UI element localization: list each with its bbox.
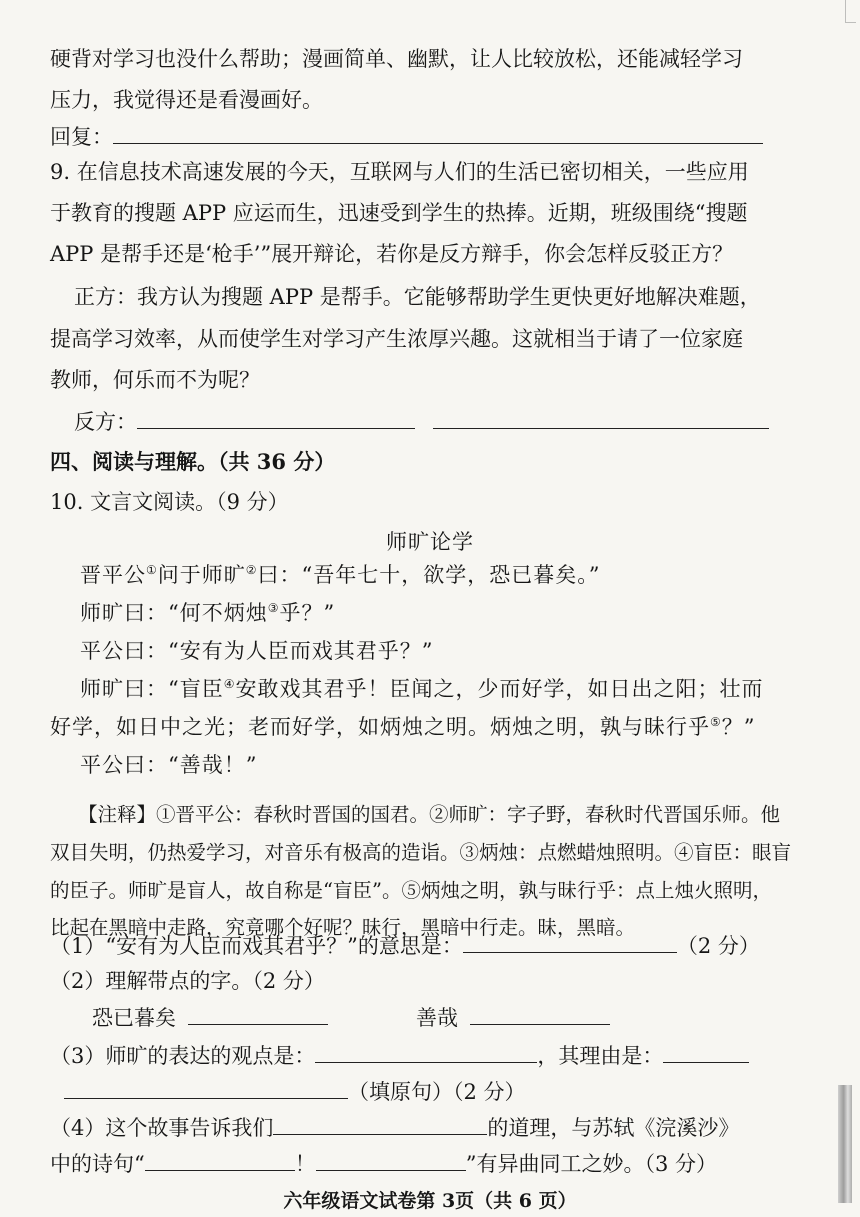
annotation-line: 的臣子。师旷是盲人，故自称是“盲臣”。⑤炳烛之明，孰与昧行乎：点上烛火照明， (50, 879, 772, 902)
subquestion-2: （2）理解带点的字。（2 分） (50, 969, 325, 993)
q9-pro-line: 教师，何乐而不为呢？ (50, 368, 260, 392)
footnote-ref: ② (245, 563, 258, 577)
con-blank-2[interactable] (433, 406, 769, 429)
passage-line: 平公曰：“安有为人臣而戏其君乎？” (80, 639, 434, 663)
passage-line: 平公曰：“善哉！” (80, 753, 258, 777)
answer-blank[interactable] (316, 1148, 466, 1171)
word-item: 恐已暮矣 (92, 1006, 176, 1030)
answer-blank[interactable] (663, 1040, 749, 1063)
section-heading: 四、阅读与理解。（共 36 分） (50, 449, 336, 474)
q9-pro-line: 提高学习效率，从而使学生对学习产生浓厚兴趣。这就相当于请了一位家庭 (50, 327, 743, 351)
con-label: 反方： (74, 410, 137, 434)
passage-line: 师旷曰：“盲臣④安敢戏其君乎！臣闻之，少而好学，如日出之阳；壮而 (80, 677, 764, 701)
footnote-ref: ⑤ (710, 715, 722, 729)
subquestion-3-cont: （填原句）（2 分） (64, 1076, 526, 1107)
q9-line: 于教育的搜题 APP 应运而生，迅速受到学生的热捧。近期，班级围绕“搜题 (50, 201, 748, 225)
passage-title: 师旷论学 (386, 530, 474, 554)
passage-line: 晋平公①问于师旷②曰：“吾年七十，欲学，恐已暮矣。” (80, 563, 601, 587)
footnote-ref: ① (146, 563, 158, 577)
reply-blank[interactable] (113, 121, 763, 144)
page-corner-mark (845, 0, 856, 23)
subquestion-1: （1）“安有为人臣而戏其君乎？”的意思是： （2 分） (50, 930, 760, 961)
q10-heading: 10. 文言文阅读。（9 分） (50, 490, 289, 514)
subquestion-4: （4）这个故事告诉我们 的道理，与苏轼《浣溪沙》 (50, 1112, 739, 1143)
annotation-line: 【注释】①晋平公：春秋时晋国的国君。②师旷：字子野，春秋时代晋国乐师。他 (78, 803, 781, 826)
word-item: 善哉 (416, 1006, 458, 1030)
reply-label: 回复： (50, 125, 113, 149)
annotation-line: 双目失明，仍热爱学习，对音乐有极高的造诣。③炳烛：点燃蜡烛照明。④盲臣：眼盲 (50, 841, 792, 864)
q9-line: 9. 在信息技术高速发展的今天，互联网与人们的生活已密切相关，一些应用 (50, 160, 749, 184)
footnote-ref: ③ (267, 601, 280, 615)
answer-blank[interactable] (463, 930, 677, 953)
passage-line: 好学，如日中之光；老而好学，如炳烛之明。炳烛之明，孰与昧行乎⑤？” (50, 715, 756, 739)
answer-blank[interactable] (188, 1002, 328, 1025)
page-footer: 六年级语文试卷第 3页（共 6 页） (283, 1190, 577, 1212)
answer-blank[interactable] (273, 1112, 487, 1135)
text-line: 硬背对学习也没什么帮助；漫画简单、幽默，让人比较放松，还能减轻学习 (50, 47, 743, 71)
con-blank-1[interactable] (137, 406, 415, 429)
subquestion-3: （3）师旷的表达的观点是： ，其理由是： (50, 1040, 749, 1071)
reply-line (50, 121, 763, 152)
answer-blank[interactable] (145, 1148, 295, 1171)
subquestion-2-items (92, 1002, 610, 1033)
q9-pro-line: 正方：我方认为搜题 APP 是帮手。它能够帮助学生更快更好地解决难题， (74, 285, 761, 309)
annotation-line: 比起在黑暗中走路，究竟哪个好呢？昧行，黑暗中行走。昧，黑暗。 (50, 916, 636, 939)
con-line (74, 406, 769, 437)
footnote-ref: ④ (223, 677, 236, 691)
answer-blank[interactable] (470, 1002, 610, 1025)
answer-blank[interactable] (64, 1076, 348, 1099)
subquestion-4-cont: 中的诗句“ ！ ”有异曲同工之妙。（3 分） (50, 1148, 717, 1179)
q9-line: APP 是帮手还是‘枪手’”展开辩论，若你是反方辩手，你会怎样反驳正方？ (50, 242, 734, 266)
text-line: 压力，我觉得还是看漫画好。 (50, 88, 323, 112)
passage-line: 师旷曰：“何不炳烛③乎？” (80, 601, 336, 625)
answer-blank[interactable] (315, 1040, 537, 1063)
